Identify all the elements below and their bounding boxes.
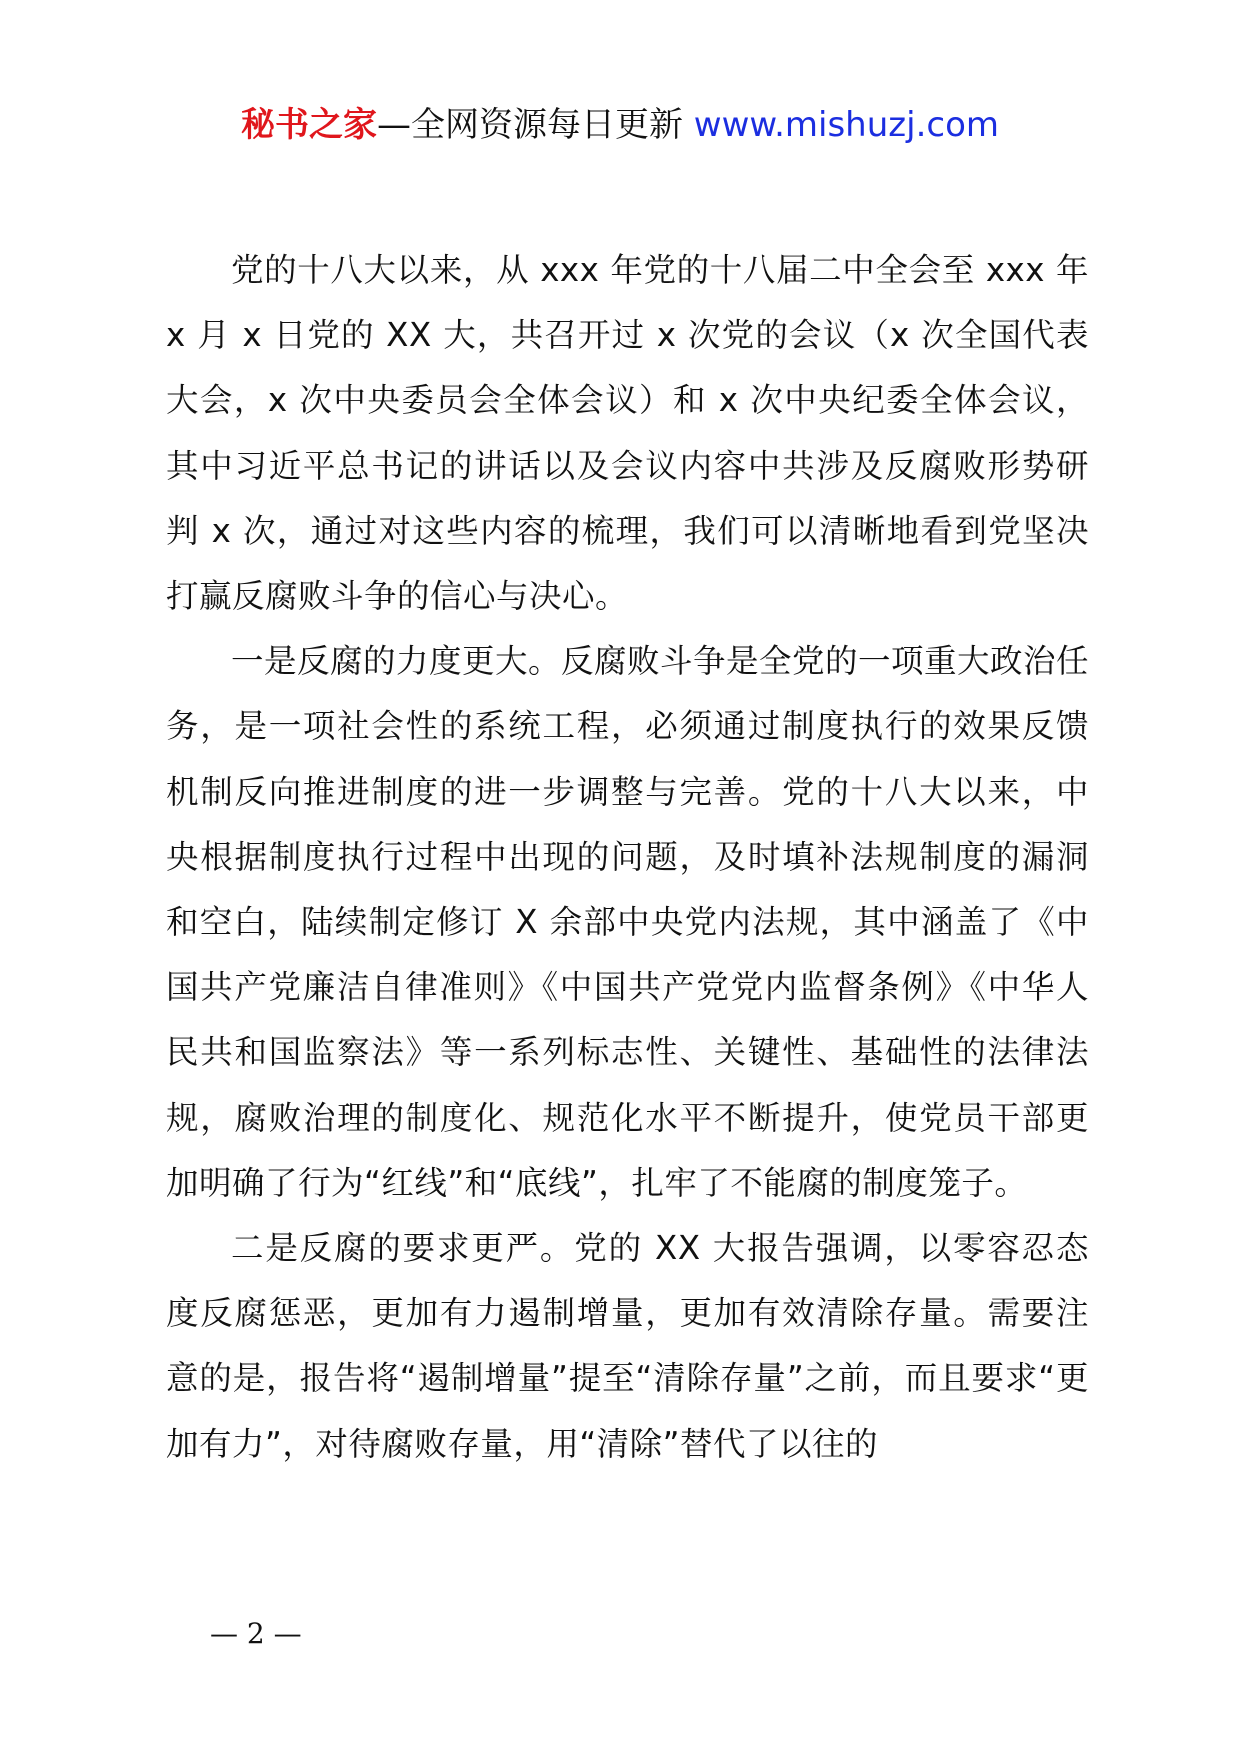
site-header: [0, 101, 1240, 149]
page-number: — 2 —: [210, 1617, 302, 1650]
site-tagline: —全网资源每日更新: [376, 105, 683, 145]
paragraph-point-one: 一是反腐的力度更大。反腐败斗争是全党的一项重大政治任务，是一项社会性的系统工程，必须通过制度执行的效果反馈机制反向推进制度的进一步调整与完善。党的十八大以来，中央根据制度执行过程中出现的问题，及时填补法规制度的漏洞和空白，陆续制定修订 X 余部中央党内法规，其中涵盖了《中国共产党廉洁自律准则》《中国共产党党内监督条例》《中华人民共和国监察法》等一系列标志性、关键性、基础性的法律法规，腐败治理的制度化、规范化水平不断提升，使党员干部更加明确了行为“红线”和“底线”，扎牢了不能腐的制度笼子。: [166, 642, 1090, 1202]
site-url-link[interactable]: www.mishuzj.com: [693, 105, 999, 145]
paragraph-intro: 党的十八大以来，从 xxx 年党的十八届二中全会至 xxx 年 x 月 x 日党的 XX 大，共召开过 x 次党的会议（x 次全国代表大会，x 次中央委员会全体会议）和 x 次中央纪委全体会议，其中习近平总书记的讲话以及会议内容中共涉及反腐败形势研判 x 次，通过对这些内容的梳理，我们可以清晰地看到党坚决打赢反腐败斗争的信心与决心。: [166, 251, 1089, 616]
site-brand: 秘书之家: [240, 105, 377, 145]
paragraph-point-two: 二是反腐的要求更严。党的 XX 大报告强调，以零容忍态度反腐惩恶，更加有力遏制增量，更加有效清除存量。需要注意的是，报告将“遏制增量”提至“清除存量”之前，而且要求“更加有力”，对待腐败存量，用“清除”替代了以往的: [166, 1229, 1089, 1463]
document-body: [166, 238, 1089, 1477]
